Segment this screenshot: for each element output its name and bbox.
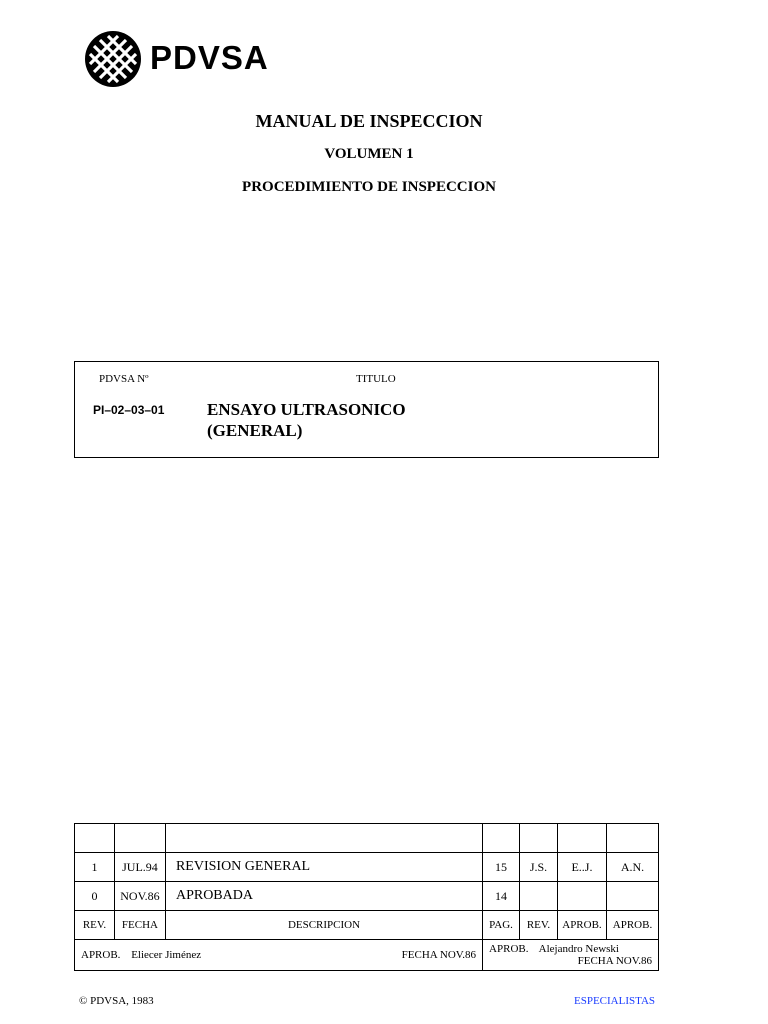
description-cell: APROBADA [165, 882, 482, 911]
page-header: PAG. [483, 911, 520, 940]
table-row [75, 882, 659, 911]
description-cell [165, 824, 482, 853]
table-row [75, 824, 659, 853]
pdvsa-emblem-icon [84, 30, 142, 88]
left-approval-cell [75, 940, 483, 971]
document-title [207, 399, 406, 441]
approver1-header: APROB. [557, 911, 606, 940]
left-date: NOV.86 [439, 949, 477, 961]
approver1-cell [557, 882, 606, 911]
rev-header: REV. [75, 911, 115, 940]
page-cell: 15 [483, 853, 520, 882]
pdvsa-logo [84, 30, 294, 90]
rev-cell: 1 [75, 853, 115, 882]
document-title-line1: ENSAYO ULTRASONICO [207, 400, 406, 419]
rev-cell: 0 [75, 882, 115, 911]
left-approver-name: Eliecer Jiménez [131, 949, 202, 961]
table-header-row [75, 911, 659, 940]
approver1-cell: E..J. [557, 853, 606, 882]
left-approval-label: APROB. [81, 949, 121, 961]
document-title-box [74, 361, 659, 458]
right-approval-cell [483, 940, 659, 971]
reviewer-header: REV. [520, 911, 558, 940]
volume-title: VOLUMEN 1 [324, 146, 414, 162]
table-row [75, 853, 659, 882]
procedure-title: PROCEDIMIENTO DE INSPECCION [242, 179, 496, 195]
reviewer-cell: J.S. [520, 853, 558, 882]
logo-text: PDVSA [150, 39, 269, 76]
approver1-cell [557, 824, 606, 853]
right-approver-name: Alejandro Newski [538, 943, 619, 955]
left-date-label: FECHA [401, 949, 438, 961]
doc-number: PI–02–03–01 [93, 403, 165, 417]
date-cell: JUL.94 [114, 853, 165, 882]
date-cell [114, 824, 165, 853]
copyright-text: © PDVSA, 1983 [79, 995, 154, 1007]
description-cell: REVISION GENERAL [165, 853, 482, 882]
especialistas-link[interactable]: ESPECIALISTAS [574, 995, 656, 1007]
description-header: DESCRIPCION [165, 911, 482, 940]
page-cell: 14 [483, 882, 520, 911]
right-date: NOV.86 [615, 955, 652, 967]
approver2-cell: A.N. [606, 853, 658, 882]
approver2-cell [606, 882, 658, 911]
page-cell [483, 824, 520, 853]
approvals-row [75, 940, 659, 971]
revision-table [74, 823, 659, 971]
reviewer-cell [520, 882, 558, 911]
manual-title: MANUAL DE INSPECCION [255, 111, 483, 131]
document-title-line2: (GENERAL) [207, 421, 303, 440]
rev-cell [75, 824, 115, 853]
right-approval-label: APROB. [489, 943, 529, 955]
date-cell: NOV.86 [114, 882, 165, 911]
approver2-cell [606, 824, 658, 853]
right-date-label: FECHA [577, 955, 614, 967]
reviewer-cell [520, 824, 558, 853]
title-label: TITULO [356, 373, 396, 385]
approver2-header: APROB. [606, 911, 658, 940]
doc-number-label: PDVSA Nº [99, 373, 149, 385]
date-header: FECHA [114, 911, 165, 940]
